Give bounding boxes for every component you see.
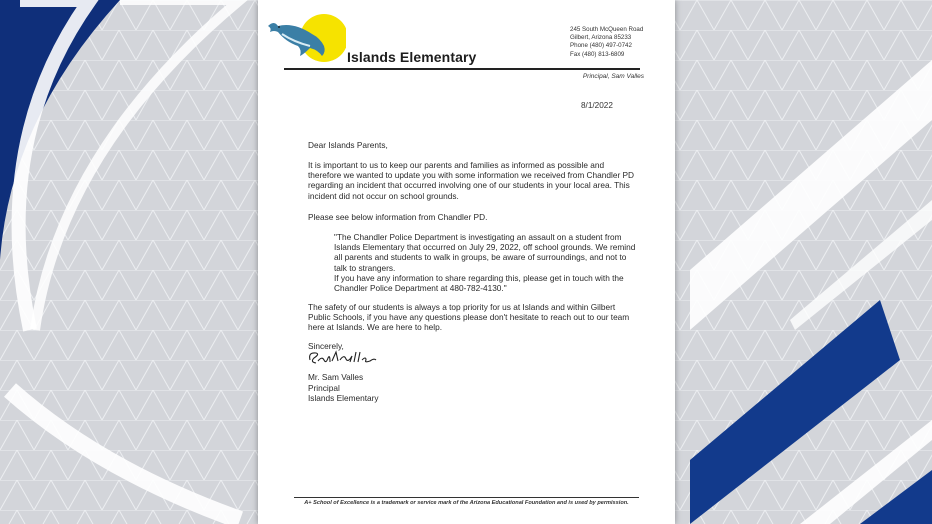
school-address: [570, 26, 643, 59]
paragraph-intro: It is important to us to keep our parents and families as informed as possible and therefore we wanted to update you with some information we received from Chandler PD regarding an incident that occurred involving one of our students in your local area. This incident did not occur on school grounds.: [308, 160, 635, 201]
salutation: Dear Islands Parents,: [308, 140, 388, 150]
signer-name: Mr. Sam Valles: [308, 372, 364, 382]
sincerely-text: Sincerely,: [308, 341, 344, 351]
header-divider: [284, 68, 640, 70]
letter-page: [258, 0, 675, 524]
handwritten-signature: [306, 346, 382, 368]
police-quote-1: "The Chandler Police Department is investigating an assault on a student from Islands Elementary that occurred on July 29, 2022, off school grounds. We remind all parents and students to walk in groups, be aware of surroundings, and not to talk to strangers.: [334, 232, 636, 273]
paragraph-chandler-pd: Please see below information from Chandler PD.: [308, 212, 488, 222]
closing-block: [308, 372, 379, 404]
paragraph-safety: The safety of our students is always a top priority for us at Islands and within Gilbert Public Schools, if you have any questions please don't hesitate to reach out to our team here at Islands. We are here to help.: [308, 302, 630, 333]
school-name: Islands Elementary: [347, 49, 477, 65]
fax-number: Fax (480) 813-6809: [570, 50, 625, 58]
dolphin-logo-icon: [264, 12, 346, 64]
letter-date: 8/1/2022: [581, 101, 613, 110]
phone-number: Phone (480) 497-0742: [570, 42, 632, 50]
principal-line: Principal, Sam Valles: [582, 73, 644, 80]
address-line-1: 245 South McQueen Road: [570, 26, 644, 33]
footer-note: A+ School of Excellence is a trademark or service mark of the Arizona Educational Foundation and is used by permission.: [304, 500, 629, 506]
footer-divider: [294, 497, 639, 498]
signer-school: Islands Elementary: [308, 393, 379, 404]
signer-title: Principal: [308, 382, 340, 393]
address-line-2: Gilbert, Arizona 85233: [570, 34, 632, 42]
police-quote-2: If you have any information to share regarding this, please get in touch with the Chandler Police Department at 480-782-4130.": [334, 273, 624, 294]
